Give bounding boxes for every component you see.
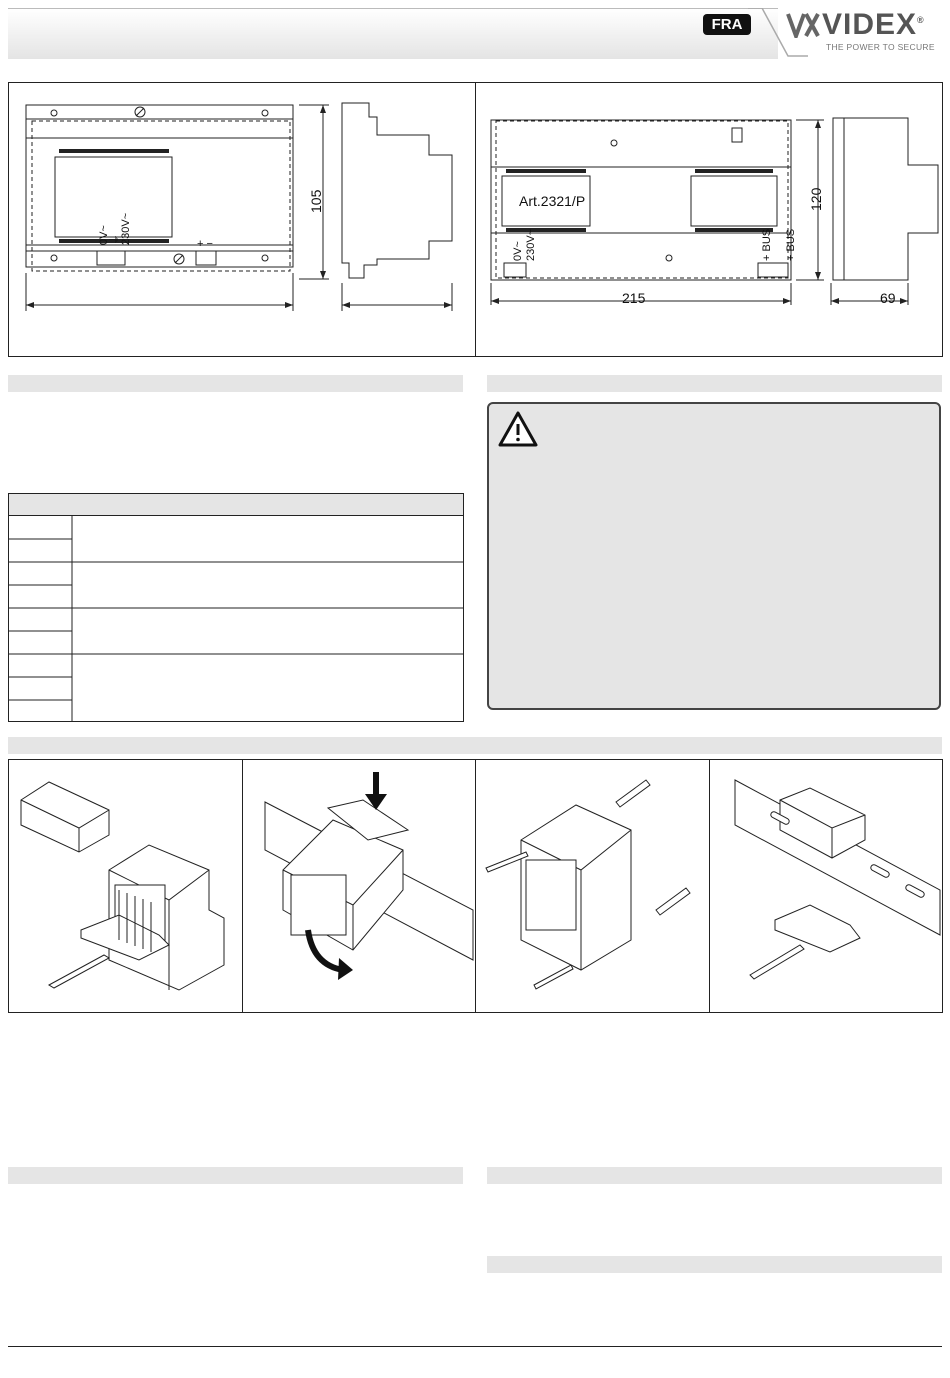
install-step-2-illustration — [243, 760, 475, 1012]
dimension-drawings — [8, 82, 943, 357]
left-dimension-drawing — [9, 83, 475, 356]
dimension-height-label: 120 — [808, 187, 824, 211]
output-polarity-label: + − — [197, 238, 213, 250]
logo-tagline: THE POWER TO SECURE — [826, 42, 935, 52]
section-header-bottom-left — [8, 1167, 463, 1184]
language-badge: FRA — [703, 14, 751, 35]
specifications-table-grid — [8, 493, 464, 723]
product-label: Art.2321/P — [519, 193, 586, 209]
dimension-height-label: 105 — [308, 189, 324, 213]
warning-box — [487, 402, 941, 710]
install-step-3 — [475, 759, 710, 1013]
install-step-4 — [709, 759, 943, 1013]
install-step-4-illustration — [710, 760, 942, 1012]
terminal-0v-label: 0V~ — [512, 241, 524, 261]
right-dimension-drawing — [476, 83, 942, 356]
section-header-installation — [8, 737, 942, 754]
terminal-0v-label: 0V~ — [98, 225, 110, 245]
section-header-bottom-right-2 — [487, 1256, 942, 1273]
section-header-bottom-right — [487, 1167, 942, 1184]
footer-rule — [8, 1346, 942, 1347]
header-band — [8, 8, 778, 59]
section-header-left — [8, 375, 463, 392]
install-step-3-illustration — [476, 760, 709, 1012]
install-step-2 — [242, 759, 476, 1013]
bus-label-2: + BUS — [785, 228, 797, 261]
dimension-width-label: 215 — [622, 290, 646, 306]
specifications-table — [8, 493, 464, 723]
videx-logo-mark-icon — [786, 12, 820, 38]
bus-label-1: + BUS — [761, 228, 773, 261]
terminal-earth-label: ⏚ — [109, 234, 121, 245]
page-header — [0, 0, 950, 62]
terminal-230v-label: 230V~ — [120, 212, 132, 245]
section-header-right — [487, 375, 942, 392]
videx-logo: VIDEX® — [822, 8, 925, 41]
install-step-1-illustration — [9, 760, 242, 1012]
dimension-depth-label: 69 — [880, 290, 896, 306]
install-step-1 — [8, 759, 243, 1013]
terminal-230v-label: 230V~ — [525, 228, 537, 261]
warning-triangle-icon — [497, 410, 539, 448]
